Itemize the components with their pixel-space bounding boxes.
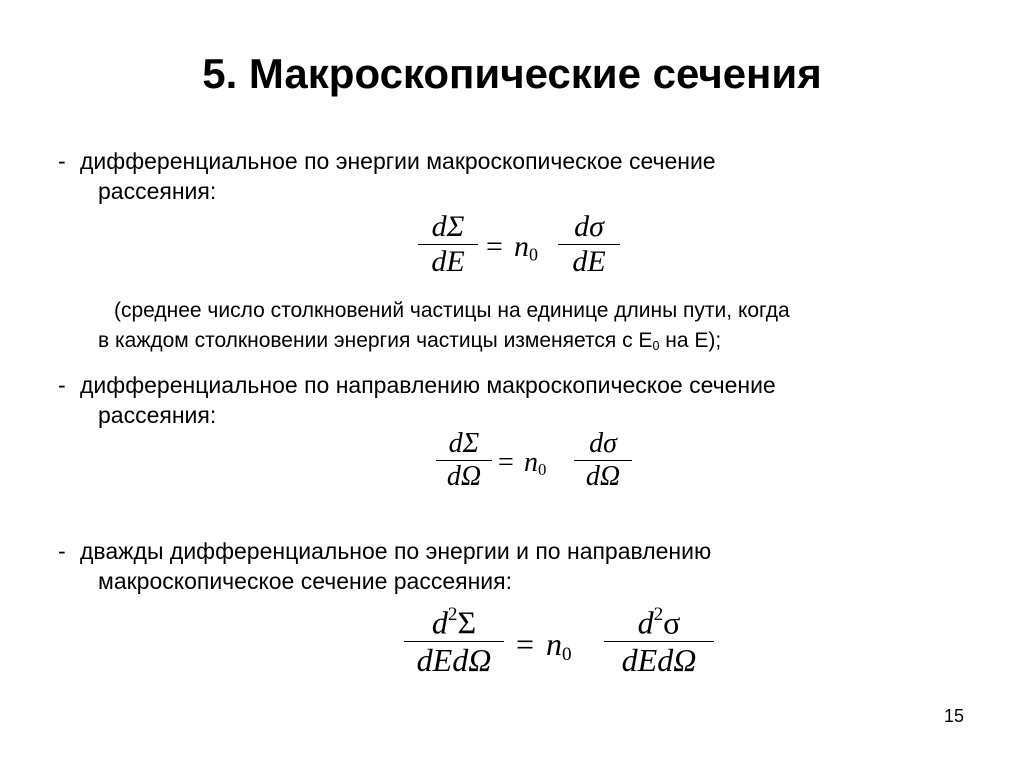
- note-line2: [98, 326, 790, 361]
- bullet-direction-differential: [58, 370, 776, 430]
- note-line1: (среднее число столкновений частицы на единице длины пути, когда: [114, 299, 790, 322]
- lhs-numerator-exponent: 2: [447, 604, 458, 625]
- rhs-fraction: [574, 428, 632, 493]
- lhs-denominator: dE: [431, 245, 465, 278]
- rhs-numerator: dσ: [574, 210, 604, 243]
- bullet-dash: -: [58, 372, 66, 398]
- coefficient: [524, 447, 546, 480]
- lhs-numerator: dΣ: [431, 210, 465, 243]
- coefficient-subscript: 0: [529, 244, 538, 265]
- equals-sign: =: [498, 447, 514, 478]
- lhs-numerator: [404, 604, 504, 641]
- bullet-double-differential: [58, 536, 711, 596]
- coefficient-subscript: 0: [562, 643, 572, 665]
- rhs-fraction: [604, 604, 714, 679]
- slide-title: 5. Макроскопические сечения: [202, 50, 822, 97]
- rhs-numerator-d: d: [637, 604, 654, 641]
- lhs-numerator-d: d: [431, 604, 448, 641]
- page-number: 15: [944, 706, 965, 726]
- equation-double-differential: [404, 604, 734, 694]
- lhs-numerator: dΣ: [448, 428, 480, 459]
- bullet-text-line1: дважды дифференциальное по энергии и по направлению: [80, 538, 712, 564]
- coefficient-subscript: 0: [538, 460, 547, 480]
- rhs-denominator: dΩ: [585, 461, 621, 492]
- equation-direction-differential: [436, 428, 656, 504]
- bullet-text-line2: рассеяния:: [98, 402, 217, 428]
- lhs-fraction: [436, 428, 492, 493]
- rhs-fraction: [558, 210, 620, 279]
- rhs-numerator: [604, 604, 714, 641]
- bullet-text-line2: макроскопическое сечение рассеяния:: [98, 568, 512, 594]
- bullet-dash: -: [58, 538, 66, 564]
- rhs-numerator-symbol: σ: [663, 604, 681, 641]
- coefficient: [546, 626, 572, 666]
- rhs-denominator: dE: [572, 245, 606, 278]
- equals-sign: =: [516, 626, 535, 662]
- rhs-numerator: dσ: [589, 428, 617, 459]
- lhs-denominator: dEdΩ: [416, 642, 492, 679]
- bullet-dash: -: [58, 148, 66, 174]
- note-explanation: [98, 296, 790, 361]
- coefficient-n: n: [514, 230, 529, 263]
- note-subscript: 0: [652, 339, 660, 354]
- equals-sign: =: [486, 230, 503, 263]
- lhs-denominator: dΩ: [446, 461, 482, 492]
- bullet-text-line1: дифференциальное по энергии макроскопическое сечение: [80, 148, 716, 174]
- lhs-fraction: [418, 210, 478, 279]
- lhs-fraction: [404, 604, 504, 679]
- coefficient-n: n: [546, 626, 562, 662]
- bullet-text-line2: рассеяния:: [98, 178, 217, 204]
- rhs-denominator: dEdΩ: [621, 642, 697, 679]
- equation-energy-differential: [418, 210, 638, 290]
- coefficient: [514, 230, 538, 266]
- bullet-text-line1: дифференциальное по направлению макроскопическое сечение: [80, 372, 776, 398]
- rhs-numerator-exponent: 2: [653, 604, 664, 625]
- coefficient-n: n: [524, 447, 538, 478]
- note-line2-text: в каждом столкновении энергия частицы изменяется с Е: [98, 329, 653, 352]
- bullet-energy-differential: [58, 146, 716, 206]
- note-line2-end: на Е);: [659, 329, 722, 352]
- lhs-numerator-symbol: Σ: [457, 604, 477, 641]
